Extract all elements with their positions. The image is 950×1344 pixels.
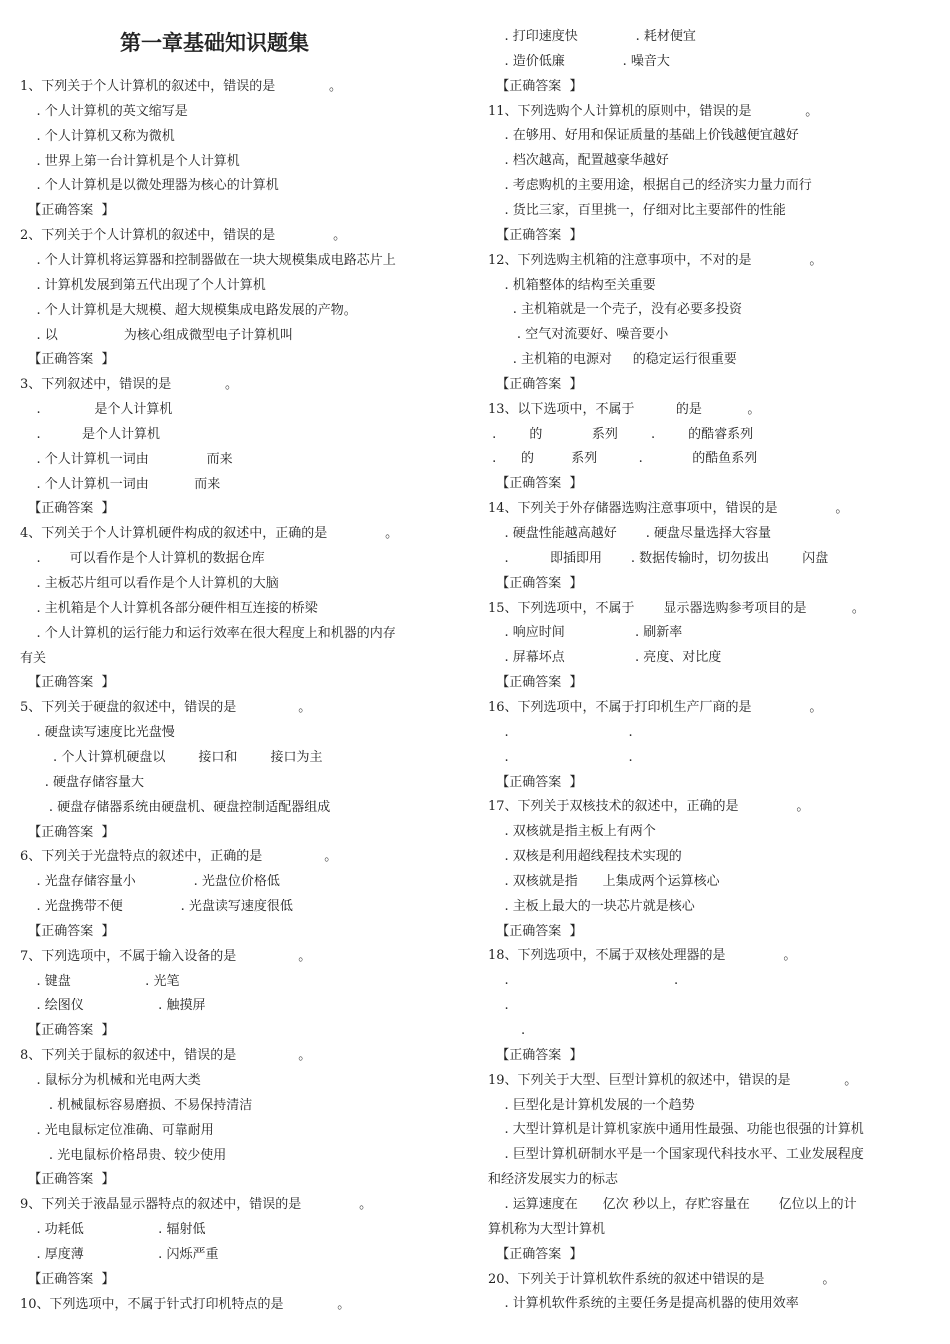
right-line: . 巨型化是计算机发展的一个趋势 [488,1097,695,1113]
left-line: 5、下列关于硬盘的叙述中，错误的是 。 [20,700,312,716]
left-line: . 个人计算机一词由 而来 [20,451,233,467]
right-line: 19、下列关于大型、巨型计算机的叙述中，错误的是 。 [488,1072,858,1088]
left-line: 【正确答案 】 [20,501,115,517]
right-line: . 考虑购机的主要用途，根据自己的经济实力量力而行 [488,178,812,194]
right-line: . 计算机软件系统的主要任务是提高机器的使用效率 [488,1296,799,1312]
left-line: . 是个人计算机 [20,402,173,418]
left-line: . 个人计算机的英文缩写是 [20,103,188,119]
right-line: . 货比三家，百里挑一，仔细对比主要部件的性能 [488,202,786,218]
right-line: . 主机箱的电源对 的稳定运行很重要 [488,352,737,368]
left-line: . 键盘 . 光笔 [20,973,180,989]
right-line: . 主板上最大的一块芯片就是核心 [488,898,695,914]
right-line: 【正确答案 】 [488,1246,583,1262]
left-line: . 光盘携带不便 . 光盘读写速度很低 [20,899,293,915]
left-line: . 硬盘存储器系统由硬盘机、硬盘控制适配器组成 [20,799,331,815]
left-line: 6、下列关于光盘特点的叙述中，正确的是 。 [20,849,338,865]
right-line: . 档次越高，配置越豪华越好 [488,153,669,169]
left-line: . 以 为核心组成微型电子计算机叫 [20,327,293,343]
right-line: 【正确答案 】 [488,476,583,492]
right-line: 【正确答案 】 [488,227,583,243]
right-line: . [488,1023,526,1038]
left-line: . 功耗低 . 辐射低 [20,1222,206,1238]
page-title: 第一章基础知识题集 [120,31,309,55]
left-line: 9、下列关于液晶显示器特点的叙述中，错误的是 。 [20,1197,373,1213]
left-line: 【正确答案 】 [20,675,115,691]
left-line: 【正确答案 】 [20,1271,115,1287]
right-line: . 打印速度快 . 耗材便宜 [488,29,696,44]
left-line: 3、下列叙述中，错误的是 。 [20,377,238,393]
right-line: 15、下列选项中，不属于 显示器选购参考项目的是 。 [488,600,865,616]
left-line: . 个人计算机又称为微机 [20,128,175,144]
right-line: . . [488,724,633,740]
right-line: . 的 系列 . 的酷鱼系列 [488,451,758,467]
right-line: 17、下列关于双核技术的叙述中，正确的是 。 [488,799,810,815]
right-line: 14、下列关于外存储器选购注意事项中，错误的是 。 [488,501,849,517]
left-line: 10、下列选项中，不属于针式打印机特点的是 。 [20,1296,351,1312]
right-line: 【正确答案 】 [488,675,583,691]
right-line: 算机称为大型计算机 [488,1221,606,1237]
left-line: 8、下列关于鼠标的叙述中，错误的是 。 [20,1048,312,1064]
right-line: 【正确答案 】 [488,923,583,939]
right-line: 18、下列选项中，不属于双核处理器的是 。 [488,948,797,964]
left-line: 【正确答案 】 [20,203,115,219]
right-line: . 硬盘性能越高越好 . 硬盘尽量选择大容量 [488,526,771,541]
left-line: . 硬盘存储容量大 [20,774,145,790]
left-line: 2、下列关于个人计算机的叙述中，错误的是 。 [20,228,347,244]
left-line: . 绘图仪 . 触摸屏 [20,998,206,1014]
right-line: . 机箱整体的结构至关重要 [488,277,656,293]
left-line: 有关 [20,650,47,666]
left-line: . 硬盘读写速度比光盘慢 [20,725,175,741]
left-line: . 机械鼠标容易磨损、不易保持清洁 [20,1097,253,1113]
right-line: . 在够用、好用和保证质量的基础上价钱越便宜越好 [488,128,799,144]
left-line: . 个人计算机一词由 而来 [20,476,221,492]
left-line: . 光电鼠标定位准确、可靠耐用 [20,1122,214,1138]
right-line: 12、下列选购主机箱的注意事项中，不对的是 。 [488,252,823,268]
right-line: . 响应时间 . 刷新率 [488,625,683,641]
right-line: . 双核就是指主板上有两个 [488,824,656,840]
right-line: . 双核是利用超线程技术实现的 [488,849,682,865]
left-line: . 光电鼠标价格昂贵、较少使用 [20,1147,227,1163]
right-line: 20、下列关于计算机软件系统的叙述中错误的是 。 [488,1271,836,1287]
right-line: . 造价低廉 . 噪音大 [488,53,670,69]
left-line: . 厚度薄 . 闪烁严重 [20,1246,219,1262]
right-line: . 大型计算机是计算机家族中通用性最强、功能也很强的计算机 [488,1122,864,1138]
right-line: . 巨型计算机研制水平是一个国家现代科技水平、工业发展程度 [488,1147,864,1163]
right-line: 11、下列选购个人计算机的原则中，错误的是 。 [488,103,819,119]
right-line: 【正确答案 】 [488,78,583,94]
right-line: 【正确答案 】 [488,1047,583,1063]
left-line: 【正确答案 】 [20,352,115,368]
left-line: . 光盘存储容量小 . 光盘位价格低 [20,874,280,890]
left-line: . 个人计算机硬盘以 接口和 接口为主 [20,749,323,765]
right-line: 【正确答案 】 [488,774,583,790]
right-line: . 即插即用 . 数据传输时，切勿拔出 闪盘 [488,550,829,566]
left-line: 1、下列关于个人计算机的叙述中，错误的是 。 [20,79,342,94]
left-line: . 计算机发展到第五代出现了个人计算机 [20,277,266,293]
left-line: 【正确答案 】 [20,923,115,939]
left-line: . 可以看作是个人计算机的数据仓库 [20,551,265,567]
right-line: . 的 系列 . 的酷睿系列 [488,426,754,442]
left-line: 4、下列关于个人计算机硬件构成的叙述中，正确的是 。 [20,526,399,542]
right-line: . [488,998,509,1014]
left-line: . 个人计算机将运算器和控制器做在一块大规模集成电路芯片上 [20,252,396,268]
left-line: 7、下列选项中，不属于输入设备的是 。 [20,948,312,964]
right-line: . . [488,749,633,765]
left-line: . 个人计算机的运行能力和运行效率在很大程度上和机器的内存 [20,625,396,641]
left-line: 【正确答案 】 [20,824,115,840]
left-line: . 个人计算机是大规模、超大规模集成电路发展的产物。 [20,302,357,318]
right-line: 【正确答案 】 [488,575,583,591]
right-line: . 运算速度在 亿次 秒以上，存贮容量在 亿位以上的计 [488,1196,857,1212]
left-line: . 鼠标分为机械和光电两大类 [20,1073,201,1088]
right-line: . 主机箱就是一个壳子，没有必要多投资 [488,302,743,318]
right-line: . 双核就是指 上集成两个运算核心 [488,873,720,889]
right-line: 13、以下选项中，不属于 的是 。 [488,401,761,417]
right-line: 和经济发展实力的标志 [488,1172,619,1188]
right-line: . . [488,973,679,989]
right-line: 【正确答案 】 [488,376,583,392]
left-line: . 主板芯片组可以看作是个人计算机的大脑 [20,576,279,591]
right-line: 16、下列选项中，不属于打印机生产厂商的是 。 [488,699,823,715]
left-line: . 世界上第一台计算机是个人计算机 [20,153,240,169]
left-line: 【正确答案 】 [20,1023,115,1039]
left-line: . 个人计算机是以微处理器为核心的计算机 [20,178,279,194]
left-line: . 是个人计算机 [20,426,160,442]
right-line: . 屏幕坏点 . 亮度、对比度 [488,650,722,666]
left-line: . 主机箱是个人计算机各部分硬件相互连接的桥梁 [20,600,318,616]
left-line: 【正确答案 】 [20,1172,115,1188]
right-line: . 空气对流要好、噪音要小 [488,327,669,343]
